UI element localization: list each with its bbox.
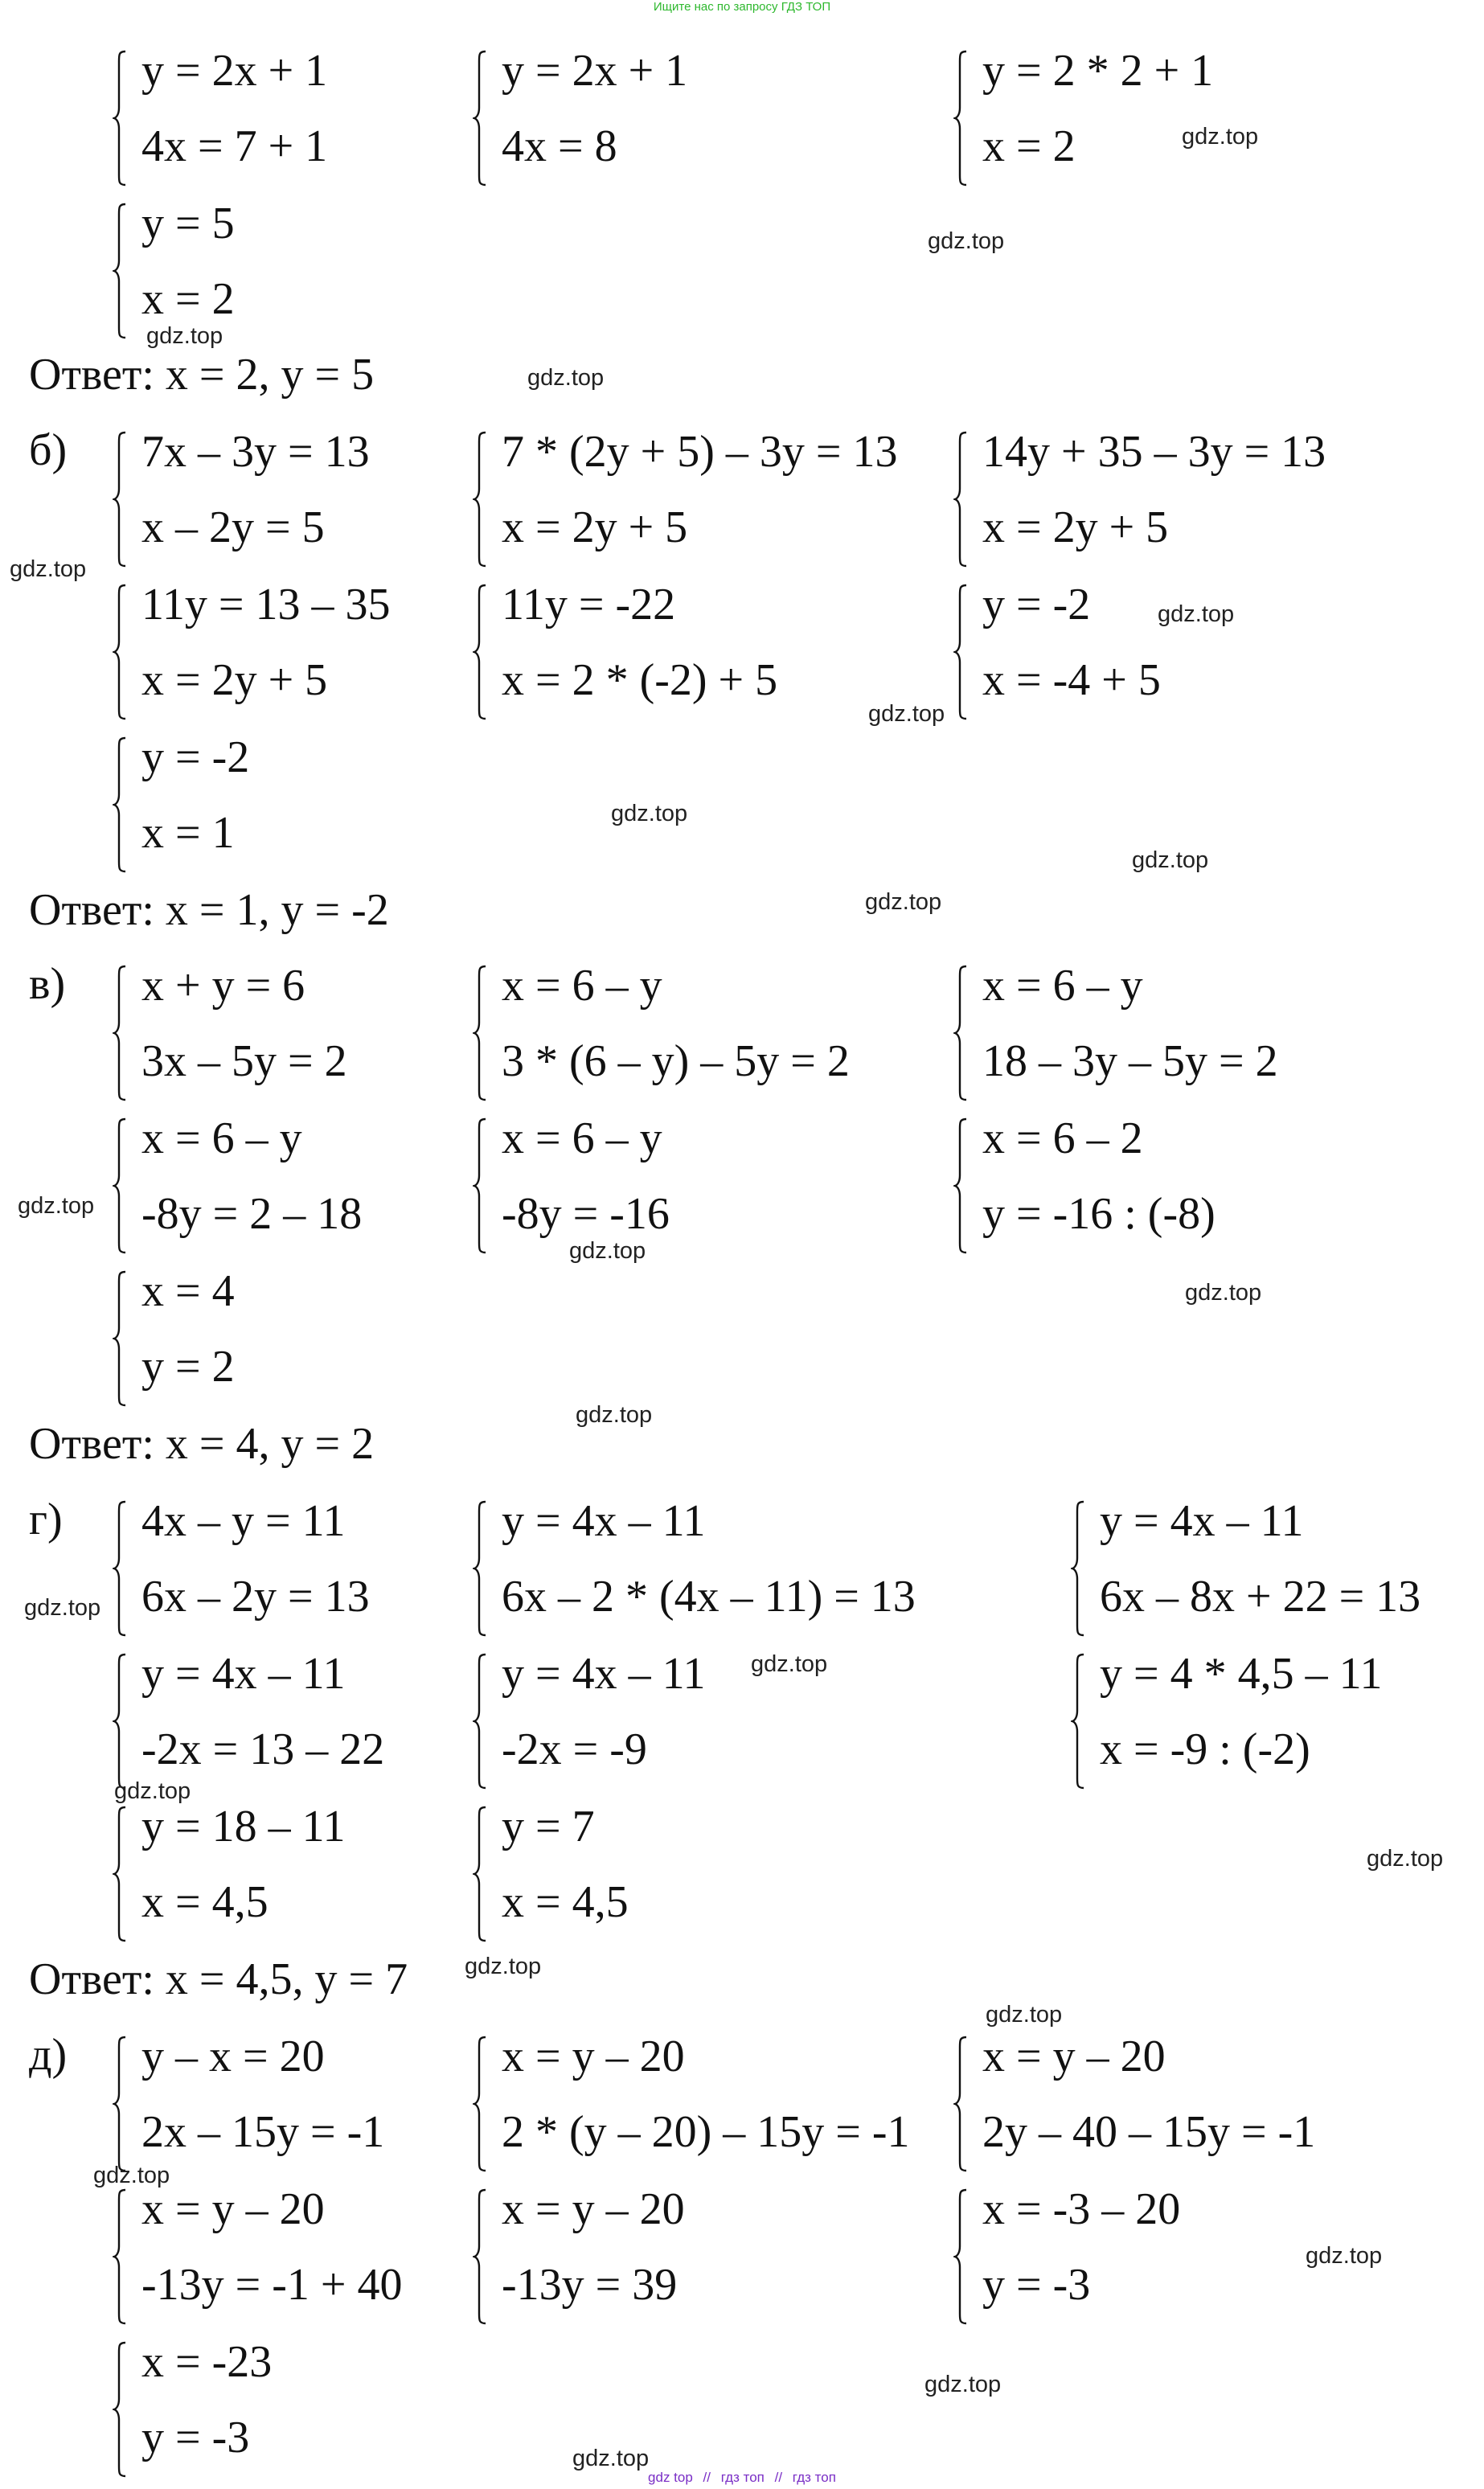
equation: 4x = 8 bbox=[502, 121, 617, 171]
equation: -2x = 13 – 22 bbox=[141, 1724, 385, 1774]
label-d: д) bbox=[29, 2030, 68, 2080]
answer-g: Ответ: x = 4,5, y = 7 bbox=[29, 1954, 408, 2004]
brace-icon bbox=[953, 50, 968, 187]
equation: x = -23 bbox=[141, 2337, 273, 2387]
equation: 7x – 3y = 13 bbox=[141, 427, 370, 477]
equation: 6x – 8x + 22 = 13 bbox=[1100, 1572, 1421, 1622]
equation: x + y = 6 bbox=[141, 961, 305, 1011]
watermark: gdz.top bbox=[611, 801, 688, 826]
equation: 7 * (2y + 5) – 3y = 13 bbox=[502, 427, 898, 477]
equation: x = -4 + 5 bbox=[982, 655, 1161, 705]
watermark: gdz.top bbox=[146, 323, 223, 349]
equation: x = -9 : (-2) bbox=[1100, 1724, 1310, 1774]
equation: y = 18 – 11 bbox=[141, 1802, 346, 1851]
footer-separator: // bbox=[703, 2470, 711, 2485]
equation: x = 2 bbox=[982, 121, 1076, 171]
watermark: gdz.top bbox=[924, 2372, 1002, 2397]
equation: x = 2y + 5 bbox=[982, 502, 1169, 552]
equation: 6x – 2 * (4x – 11) = 13 bbox=[502, 1572, 916, 1622]
label-g: г) bbox=[29, 1495, 63, 1544]
equation: 2 * (y – 20) – 15y = -1 bbox=[502, 2107, 910, 2157]
equation: x – 2y = 5 bbox=[141, 502, 325, 552]
watermark: gdz.top bbox=[928, 228, 1005, 254]
brace-icon bbox=[473, 2188, 487, 2325]
label-v: в) bbox=[29, 959, 66, 1009]
watermark: gdz.top bbox=[465, 1954, 542, 1979]
brace-icon bbox=[113, 965, 127, 1101]
footer-link[interactable]: gdz top bbox=[648, 2470, 693, 2485]
answer-a: Ответ: x = 2, y = 5 bbox=[29, 350, 375, 400]
watermark: gdz.top bbox=[1367, 1846, 1444, 1872]
watermark: gdz.top bbox=[1182, 124, 1259, 150]
top-banner: Ищите нас по запросу ГДЗ ТОП bbox=[653, 0, 831, 14]
equation: y = 7 bbox=[502, 1802, 595, 1851]
equation: x = y – 20 bbox=[141, 2184, 325, 2234]
watermark: gdz.top bbox=[1185, 1280, 1262, 1306]
equation: y = 2x + 1 bbox=[141, 46, 328, 96]
brace-icon bbox=[113, 2341, 127, 2478]
equation: 2x – 15y = -1 bbox=[141, 2107, 385, 2157]
brace-icon bbox=[113, 2036, 127, 2172]
equation: 14y + 35 – 3y = 13 bbox=[982, 427, 1326, 477]
equation: y = 4x – 11 bbox=[141, 1649, 346, 1699]
brace-icon bbox=[113, 1653, 127, 1790]
brace-icon bbox=[473, 584, 487, 720]
brace-icon bbox=[953, 1117, 968, 1254]
equation: y = -3 bbox=[982, 2260, 1091, 2310]
equation: 6x – 2y = 13 bbox=[141, 1572, 370, 1622]
equation: -13y = 39 bbox=[502, 2260, 678, 2310]
brace-icon bbox=[113, 1117, 127, 1254]
equation: 2y – 40 – 15y = -1 bbox=[982, 2107, 1316, 2157]
watermark: gdz.top bbox=[1158, 601, 1235, 627]
brace-icon bbox=[113, 2188, 127, 2325]
equation: y = 4x – 11 bbox=[502, 1496, 706, 1546]
watermark: gdz.top bbox=[18, 1193, 95, 1219]
brace-icon bbox=[113, 203, 127, 339]
equation: x = 4 bbox=[141, 1266, 235, 1316]
equation: y – x = 20 bbox=[141, 2032, 325, 2081]
equation: 4x – y = 11 bbox=[141, 1496, 346, 1546]
equation: x = 6 – 2 bbox=[982, 1113, 1143, 1163]
equation: y = 4 * 4,5 – 11 bbox=[1100, 1649, 1383, 1699]
equation: x = 2 bbox=[141, 274, 235, 324]
equation: y = 5 bbox=[141, 199, 235, 248]
answer-v: Ответ: x = 4, y = 2 bbox=[29, 1419, 375, 1469]
equation: y = -16 : (-8) bbox=[982, 1189, 1215, 1239]
brace-icon bbox=[473, 50, 487, 187]
brace-icon bbox=[113, 736, 127, 873]
equation: x = 2 * (-2) + 5 bbox=[502, 655, 778, 705]
footer-links bbox=[0, 2470, 1484, 2486]
brace-icon bbox=[1071, 1500, 1085, 1637]
equation: 18 – 3y – 5y = 2 bbox=[982, 1036, 1278, 1086]
equation: x = 2y + 5 bbox=[141, 655, 328, 705]
equation: 11y = 13 – 35 bbox=[141, 580, 391, 629]
brace-icon bbox=[113, 431, 127, 568]
watermark: gdz.top bbox=[1132, 847, 1209, 873]
footer-link[interactable]: гдз топ bbox=[792, 2470, 836, 2485]
watermark: gdz.top bbox=[868, 701, 945, 727]
equation: x = y – 20 bbox=[502, 2184, 685, 2234]
equation: -8y = 2 – 18 bbox=[141, 1189, 363, 1239]
brace-icon bbox=[953, 584, 968, 720]
equation: x = 2y + 5 bbox=[502, 502, 688, 552]
equation: x = 6 – y bbox=[502, 1113, 662, 1163]
equation: -8y = -16 bbox=[502, 1189, 670, 1239]
equation: x = -3 – 20 bbox=[982, 2184, 1181, 2234]
watermark: gdz.top bbox=[986, 2002, 1063, 2028]
watermark: gdz.top bbox=[24, 1595, 101, 1621]
brace-icon bbox=[113, 584, 127, 720]
watermark: gdz.top bbox=[572, 2446, 650, 2471]
equation: 11y = -22 bbox=[502, 580, 676, 629]
equation: -13y = -1 + 40 bbox=[141, 2260, 403, 2310]
equation: -2x = -9 bbox=[502, 1724, 647, 1774]
watermark: gdz.top bbox=[569, 1238, 646, 1264]
equation: y = -3 bbox=[141, 2413, 250, 2462]
brace-icon bbox=[953, 2036, 968, 2172]
answer-b: Ответ: x = 1, y = -2 bbox=[29, 885, 389, 935]
watermark: gdz.top bbox=[527, 365, 605, 391]
watermark: gdz.top bbox=[1306, 2243, 1383, 2269]
brace-icon bbox=[113, 1500, 127, 1637]
brace-icon bbox=[1071, 1653, 1085, 1790]
brace-icon bbox=[113, 50, 127, 187]
brace-icon bbox=[113, 1270, 127, 1407]
equation: x = 1 bbox=[141, 808, 235, 858]
brace-icon bbox=[473, 1500, 487, 1637]
brace-icon bbox=[473, 1117, 487, 1254]
footer-link[interactable]: гдз топ bbox=[720, 2470, 765, 2485]
equation: y = 2 * 2 + 1 bbox=[982, 46, 1214, 96]
equation: 4x = 7 + 1 bbox=[141, 121, 328, 171]
equation: x = y – 20 bbox=[502, 2032, 685, 2081]
equation: y = -2 bbox=[982, 580, 1091, 629]
equation: x = 6 – y bbox=[141, 1113, 302, 1163]
equation: y = 2x + 1 bbox=[502, 46, 688, 96]
watermark: gdz.top bbox=[114, 1778, 191, 1804]
brace-icon bbox=[473, 1806, 487, 1942]
equation: y = 4x – 11 bbox=[502, 1649, 706, 1699]
equation: x = 6 – y bbox=[502, 961, 662, 1011]
watermark: gdz.top bbox=[751, 1651, 828, 1677]
brace-icon bbox=[473, 431, 487, 568]
brace-icon bbox=[113, 1806, 127, 1942]
equation: 3x – 5y = 2 bbox=[141, 1036, 347, 1086]
watermark: gdz.top bbox=[576, 1402, 653, 1428]
brace-icon bbox=[953, 965, 968, 1101]
equation: x = 4,5 bbox=[141, 1877, 269, 1927]
watermark: gdz.top bbox=[93, 2163, 170, 2188]
brace-icon bbox=[473, 965, 487, 1101]
brace-icon bbox=[953, 431, 968, 568]
brace-icon bbox=[953, 2188, 968, 2325]
equation: 3 * (6 – y) – 5y = 2 bbox=[502, 1036, 850, 1086]
brace-icon bbox=[473, 1653, 487, 1790]
equation: y = -2 bbox=[141, 732, 250, 782]
equation: y = 2 bbox=[141, 1342, 235, 1392]
equation: x = 4,5 bbox=[502, 1877, 629, 1927]
watermark: gdz.top bbox=[865, 889, 942, 915]
watermark: gdz.top bbox=[10, 556, 87, 582]
footer-separator: // bbox=[774, 2470, 783, 2485]
equation: x = 6 – y bbox=[982, 961, 1143, 1011]
equation: x = y – 20 bbox=[982, 2032, 1166, 2081]
label-b: б) bbox=[29, 425, 68, 475]
equation: y = 4x – 11 bbox=[1100, 1496, 1304, 1546]
brace-icon bbox=[473, 2036, 487, 2172]
